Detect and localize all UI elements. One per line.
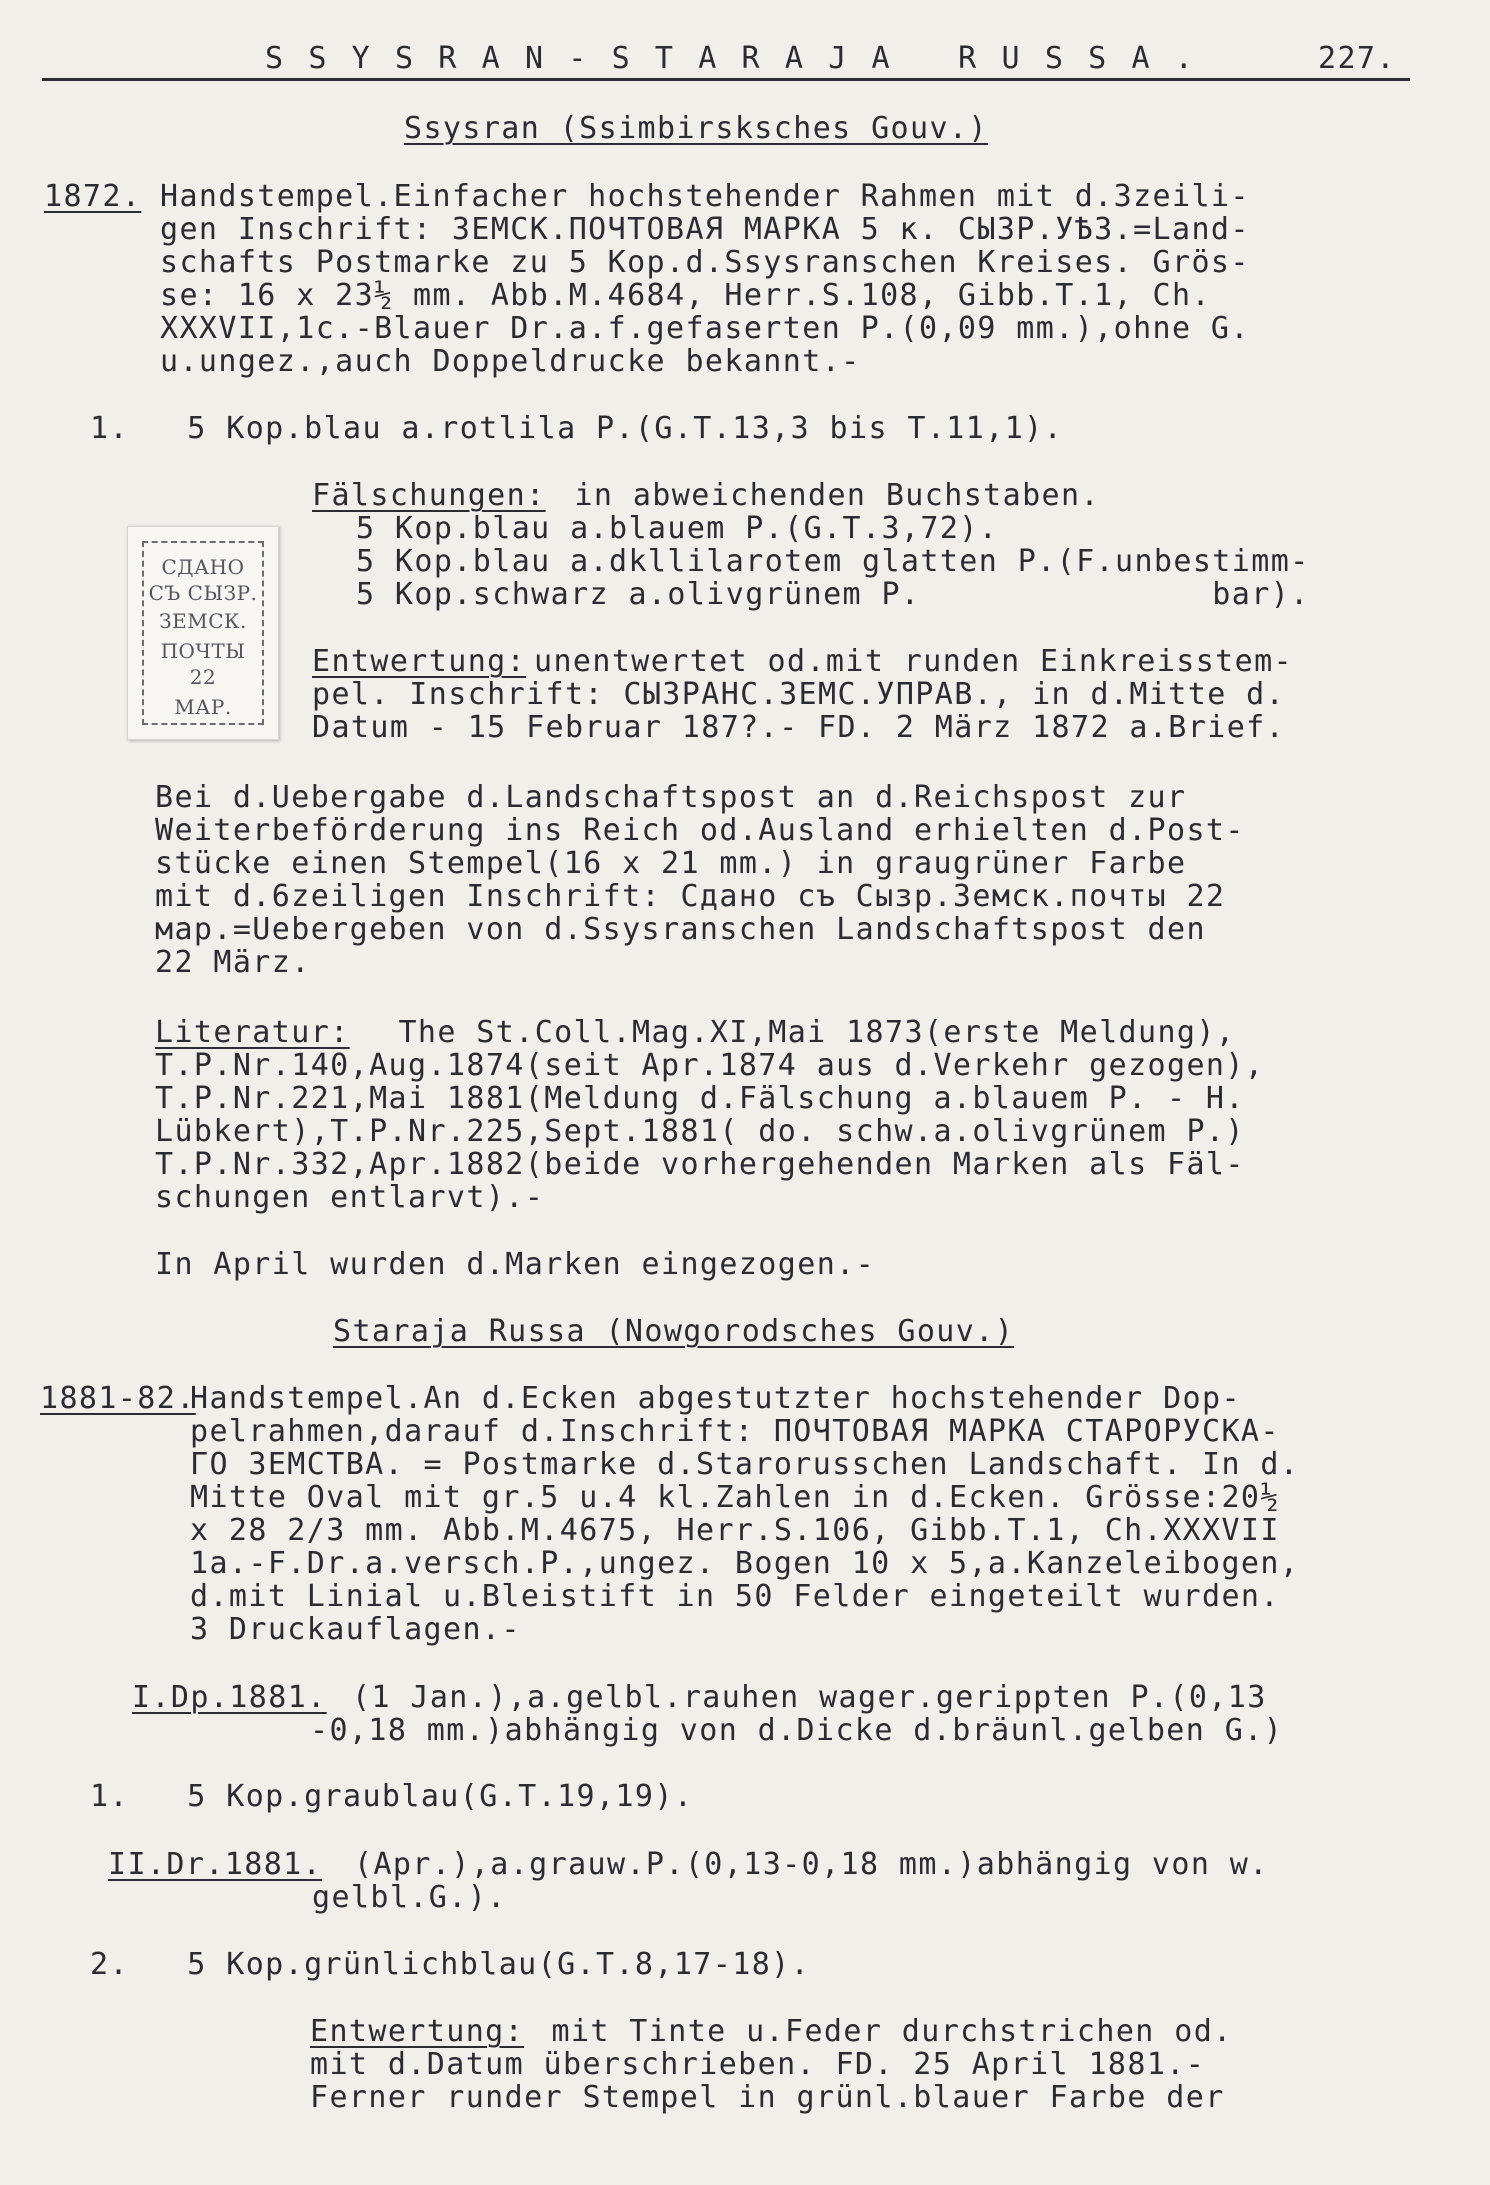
issue-desc-line: Handstempel.An d.Ecken abgestutzter hochstehender Dop- bbox=[190, 1381, 1241, 1416]
printing-1-label: I.Dp.1881. bbox=[132, 1680, 327, 1715]
issue-desc-line: Handstempel.Einfacher hochstehender Rahmen mit d.3zeili- bbox=[160, 179, 1250, 214]
stamp-text-line: ПОЧТЫ bbox=[160, 639, 246, 663]
catalog-item: 1. 5 Kop.blau a.rotlila P.(G.T.13,3 bis T.11,1). bbox=[90, 411, 1064, 446]
header-rule bbox=[42, 78, 1410, 81]
stamp-illustration bbox=[127, 526, 279, 740]
issue-desc-line: XXXVII,1c.-Blauer Dr.a.f.gefaserten P.(0,09 mm.),ohne G. bbox=[160, 311, 1250, 346]
issue-desc-line: Mitte Oval mit gr.5 u.4 kl.Zahlen in d.Ecken. Grösse:20½ bbox=[190, 1480, 1280, 1515]
cancellation-line: mit Tinte u.Feder durchstrichen od. bbox=[532, 2014, 1233, 2049]
forgeries-label: Fälschungen: bbox=[312, 478, 546, 513]
forgery-line: 5 Kop.schwarz a.olivgrünem P. bar). bbox=[356, 577, 1310, 612]
cancellation-label: Entwertung: bbox=[310, 2014, 525, 2049]
literature-line: Lübkert),T.P.Nr.225,Sept.1881( do. schw.a.olivgrünem P.) bbox=[155, 1114, 1245, 1149]
stamp-text-line: СЪ СЫЗР. bbox=[148, 581, 258, 605]
transfer-line: 22 März. bbox=[155, 945, 311, 980]
issue-desc-line: ГО ЗЕМСТВА. = Postmarke d.Starorusschen Landschaft. In d. bbox=[190, 1447, 1300, 1482]
printing-2-line: gelbl.G.). bbox=[312, 1880, 507, 1915]
printing-1-line: (1 Jan.),a.gelbl.rauhen wager.gerippten P.(0,13 bbox=[352, 1680, 1267, 1715]
issue-desc-line: gen Inschrift: ЗЕМСК.ПОЧТОВАЯ МАРКА 5 к. СЫЗР.УѢЗ.=Land- bbox=[160, 212, 1250, 247]
transfer-line: Weiterbeförderung ins Reich od.Ausland erhielten d.Post- bbox=[155, 813, 1245, 848]
catalog-item: 1. 5 Kop.graublau(G.T.19,19). bbox=[90, 1779, 694, 1814]
literature-line: T.P.Nr.332,Apr.1882(beide vorhergehenden Marken als Fäl- bbox=[155, 1147, 1245, 1182]
page-number: 227. bbox=[1318, 41, 1396, 76]
issue-desc-line: d.mit Linial u.Bleistift in 50 Felder eingeteilt wurden. bbox=[190, 1579, 1280, 1614]
withdrawal-note: In April wurden d.Marken eingezogen.- bbox=[155, 1247, 876, 1282]
section-title-ssysran: Ssysran (Ssimbirsksches Gouv.) bbox=[404, 111, 988, 146]
transfer-line: мар.=Uebergeben von d.Ssysranschen Landschaftspost den bbox=[155, 912, 1206, 947]
literature-line: The St.Coll.Mag.XI,Mai 1873(erste Meldung), bbox=[379, 1015, 1236, 1050]
issue-desc-line: pelrahmen,darauf d.Inschrift: ПОЧТОВАЯ МАРКА СТАРОРУСКА- bbox=[190, 1414, 1280, 1449]
cancellation-line: Datum - 15 Februar 187?.- FD. 2 März 1872 a.Brief. bbox=[312, 710, 1286, 745]
stamp-text-line: 22 bbox=[189, 665, 217, 689]
printing-1-line: -0,18 mm.)abhängig von d.Dicke d.bräunl.gelben G.) bbox=[310, 1713, 1284, 1748]
literature-line: T.P.Nr.140,Aug.1874(seit Apr.1874 aus d.Verkehr gezogen), bbox=[155, 1048, 1265, 1083]
printing-2-line: (Apr.),a.grauw.P.(0,13-0,18 mm.)abhängig von w. bbox=[354, 1847, 1269, 1882]
stamp-text-line: МАР. bbox=[174, 695, 232, 719]
transfer-line: stücke einen Stempel(16 x 21 mm.) in graugrüner Farbe bbox=[155, 846, 1187, 881]
printing-2-label: II.Dr.1881. bbox=[108, 1847, 323, 1882]
issue-desc-line: 1a.-F.Dr.a.versch.P.,ungez. Bogen 10 x 5,a.Kanzeleibogen, bbox=[190, 1546, 1300, 1581]
section-title-staraja-russa: Staraja Russa (Nowgorodsches Gouv.) bbox=[333, 1314, 1015, 1349]
issue-year-1881-82: 1881-82. bbox=[40, 1381, 196, 1416]
forgeries-intro: in abweichenden Buchstaben. bbox=[555, 478, 1100, 513]
catalog-item: 2. 5 Kop.grünlichblau(G.T.8,17-18). bbox=[90, 1947, 811, 1982]
transfer-line: Bei d.Uebergabe d.Landschaftspost an d.Reichspost zur bbox=[155, 780, 1187, 815]
transfer-line: mit d.6zeiligen Inschrift: Сдано съ Сызр.Земск.почты 22 bbox=[155, 879, 1226, 914]
literature-label: Literatur: bbox=[155, 1015, 350, 1050]
cancellation-line: Ferner runder Stempel in grünl.blauer Farbe der bbox=[310, 2080, 1225, 2115]
stamp-text-line: СДАНО bbox=[161, 555, 245, 579]
issue-desc-line: 3 Druckauflagen.- bbox=[190, 1612, 521, 1647]
issue-desc-line: x 28 2/3 mm. Abb.M.4675, Herr.S.106, Gibb.T.1, Ch.XXXVII bbox=[190, 1513, 1280, 1548]
cancellation-label: Entwertung: bbox=[312, 644, 527, 679]
running-header-title: S S Y S R A N - S T A R A J A R U S S A . bbox=[265, 41, 1197, 76]
literature-line: T.P.Nr.221,Mai 1881(Meldung d.Fälschung a.blauem P. - H. bbox=[155, 1081, 1245, 1116]
cancellation-line: mit d.Datum überschrieben. FD. 25 April 1881.- bbox=[310, 2047, 1206, 2082]
issue-desc-line: u.ungez.,auch Doppeldrucke bekannt.- bbox=[160, 344, 861, 379]
stamp-text-line: ЗЕМСК. bbox=[159, 609, 247, 633]
issue-desc-line: se: 16 x 23½ mm. Abb.M.4684, Herr.S.108, Gibb.T.1, Ch. bbox=[160, 278, 1211, 313]
forgery-line: 5 Kop.blau a.dkllilarotem glatten P.(F.unbestimm- bbox=[356, 544, 1310, 579]
forgery-line: 5 Kop.blau a.blauem P.(G.T.3,72). bbox=[356, 511, 999, 546]
literature-line: schungen entlarvt).- bbox=[155, 1180, 545, 1215]
cancellation-line: unentwertet od.mit runden Einkreisstem- bbox=[534, 644, 1293, 679]
cancellation-line: pel. Inschrift: СЫЗРАНС.ЗЕМС.УПРАВ., in d.Mitte d. bbox=[312, 677, 1286, 712]
issue-year-1872: 1872. bbox=[44, 179, 142, 214]
issue-desc-line: schafts Postmarke zu 5 Kop.d.Ssysranschen Kreises. Grös- bbox=[160, 245, 1250, 280]
